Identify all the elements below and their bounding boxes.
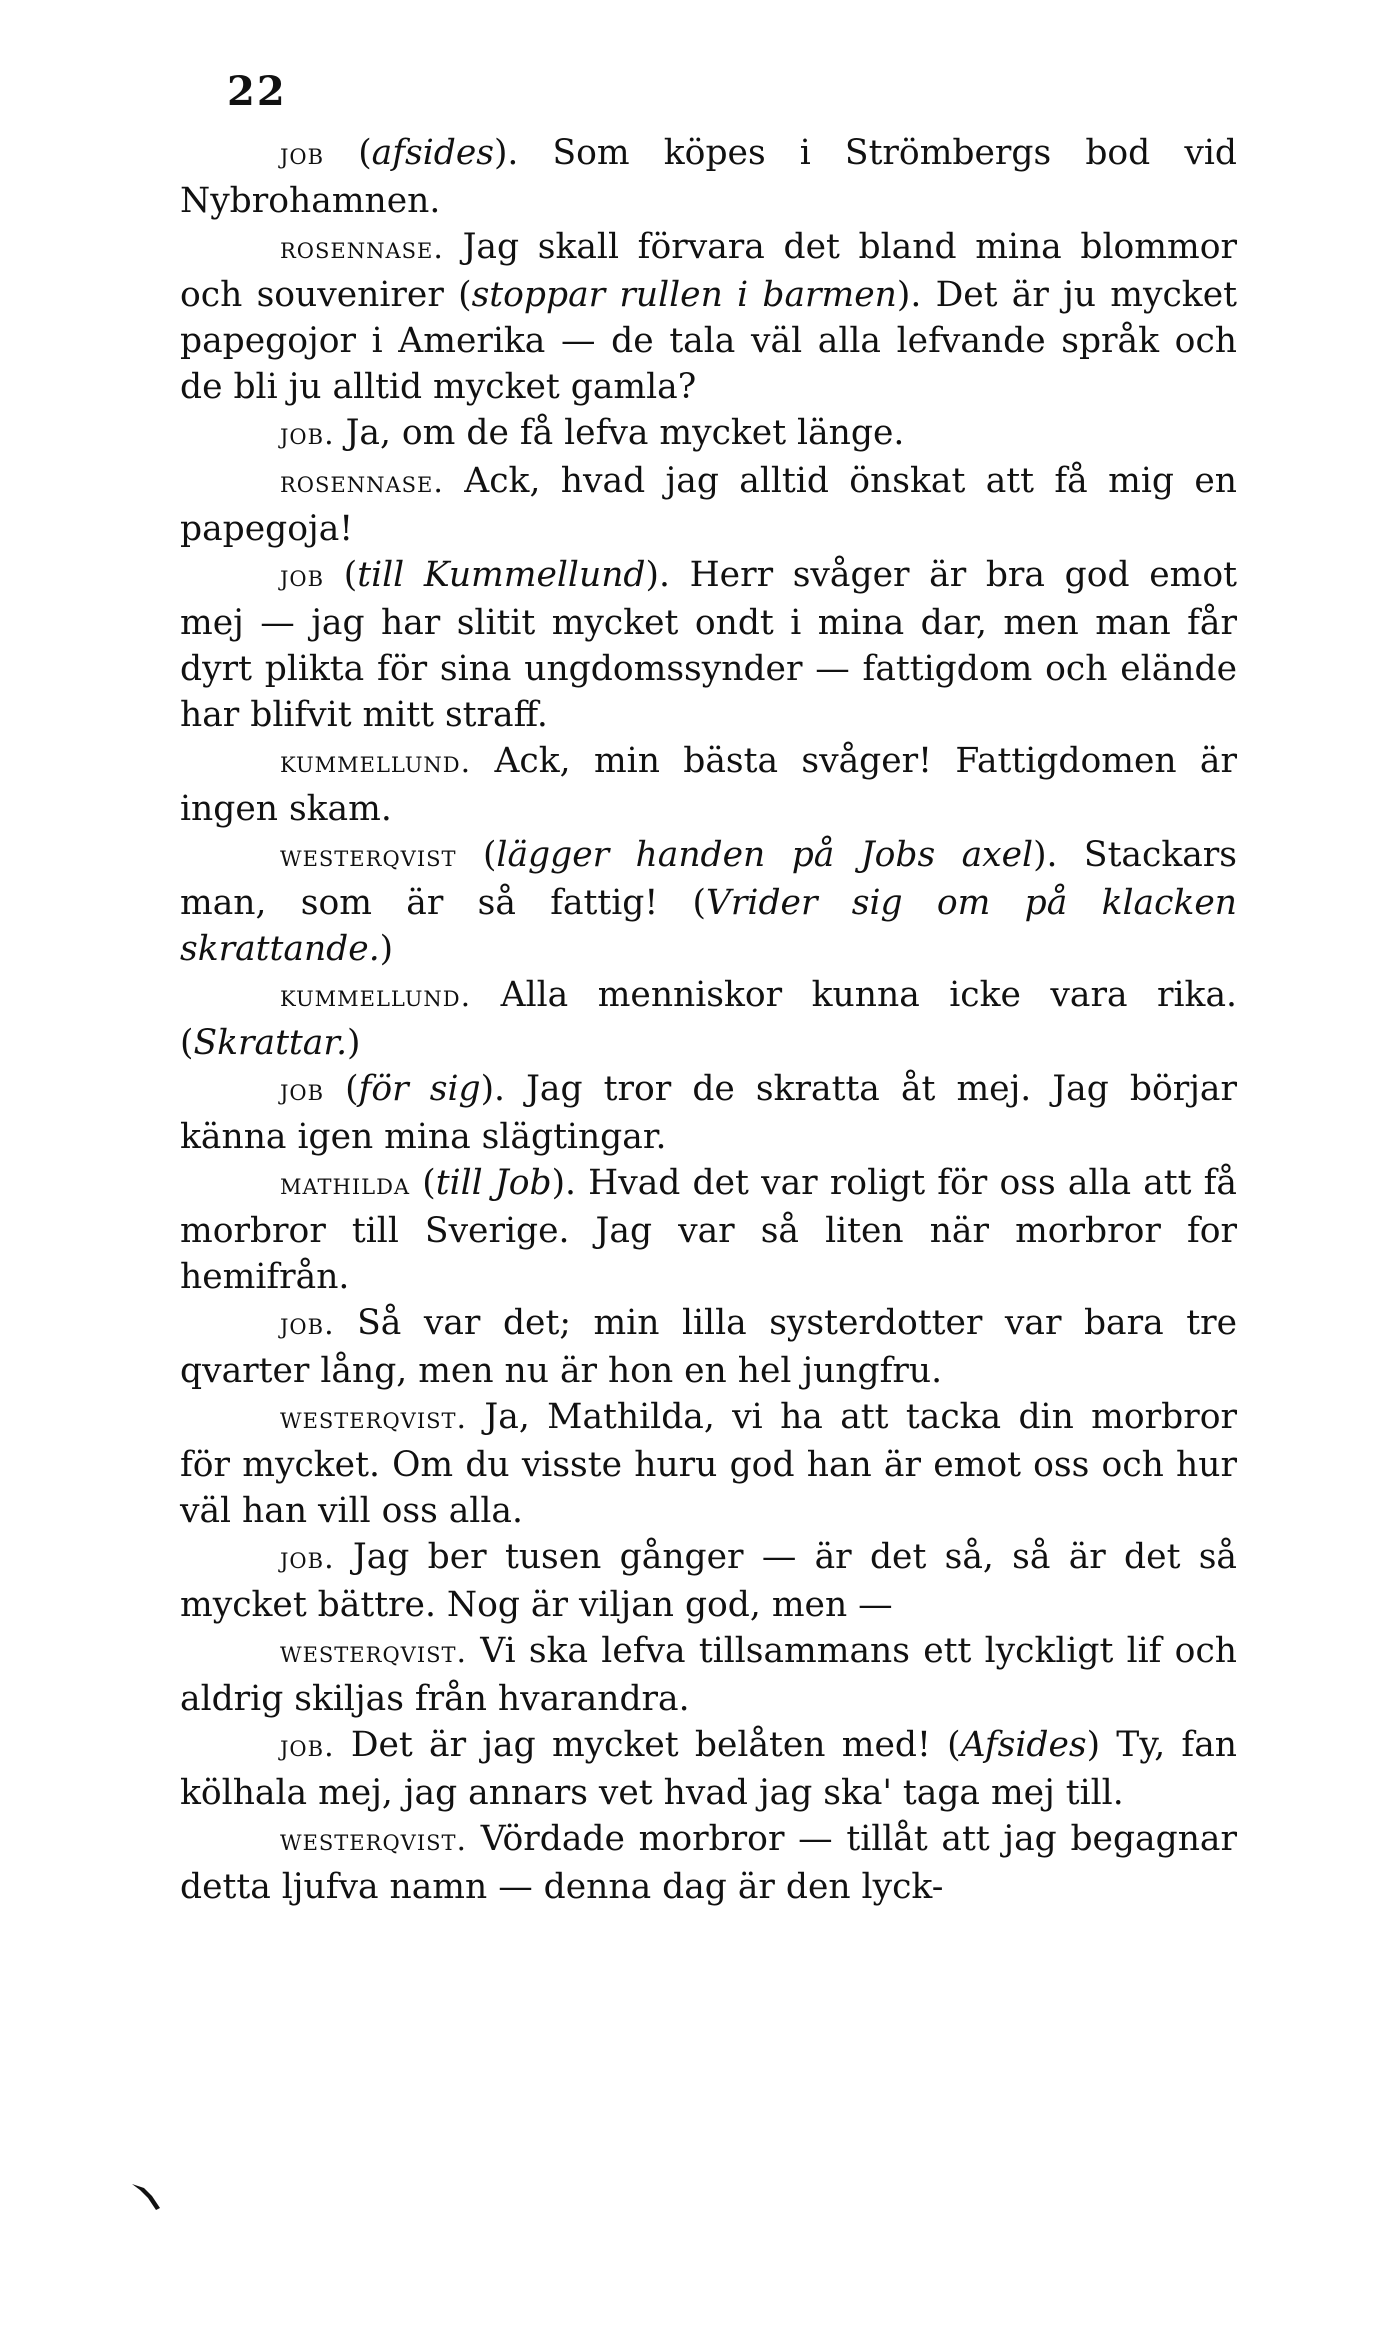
dialogue-line: ). Hvad det var roligt för oss alla att få morbror till Sverige. Jag var så liten när morbror for hemifrån. (180, 1163, 1237, 1297)
stage-direction: för sig (358, 1069, 481, 1109)
dialogue-line: ). Herr svåger är bra god emot mej — jag har slitit mycket ondt i mina dar, men man får dyrt plikta för sina ungdomssynder — fattigdom och elände har blifvit mitt straff. (180, 555, 1237, 735)
speaker-name: kummellund. (280, 979, 472, 1014)
stage-direction: lägger handen på Jobs axel (496, 835, 1034, 875)
dialogue-line: Ja, om de få lefva mycket länge. (334, 413, 905, 453)
dialogue-line: Så var det; min lilla systerdotter var bara tre qvarter lång, men nu är hon en hel jungfru. (180, 1303, 1237, 1391)
dialogue-line: ). Jag tror de skratta åt mej. Jag börjar känna igen mina slägtingar. (180, 1069, 1237, 1157)
stage-direction: stoppar rullen i barmen (471, 275, 897, 315)
dialogue-line: Ack, min bästa svåger! Fattigdomen är ingen skam. (180, 741, 1237, 829)
speaker-name: job. (280, 417, 335, 452)
dialogue-paragraph (180, 1628, 1237, 1722)
dialogue-text (180, 130, 1237, 1910)
page-number: 22 (227, 68, 287, 115)
dialogue-line: ) (347, 1023, 361, 1063)
speaker-name: westerqvist (280, 839, 457, 874)
speaker-name: westerqvist. (280, 1823, 468, 1858)
speaker-name: job. (280, 1307, 335, 1342)
dialogue-line: ( (456, 835, 497, 875)
dialogue-line: Jag ber tusen gånger — är det så, så är det så mycket bättre. Nog är viljan god, men — (180, 1537, 1237, 1625)
dialogue-line: Alla menniskor kunna icke vara rika. ( (180, 975, 1237, 1063)
dialogue-line: Vi ska lefva tillsammans ett lyckligt lif och aldrig skiljas från hvarandra. (180, 1631, 1237, 1719)
dialogue-paragraph (180, 972, 1237, 1066)
speaker-name: job (280, 559, 325, 594)
dialogue-paragraph (180, 1534, 1237, 1628)
speaker-name: westerqvist. (280, 1401, 468, 1436)
dialogue-paragraph (180, 832, 1237, 972)
speaker-name: job (280, 1073, 325, 1108)
dialogue-line: ). Som köpes i Strömbergs bod vid Nybrohamnen. (180, 133, 1237, 221)
dialogue-line: Ack, hvad jag alltid önskat att få mig en papegoja! (180, 461, 1237, 549)
stage-direction: till Kummellund (357, 555, 646, 595)
dialogue-line: Det är jag mycket belåten med! ( (334, 1725, 961, 1765)
dialogue-paragraph (180, 1394, 1237, 1534)
dialogue-line: Jag skall förvara det bland mina blommor och souvenirer ( (180, 227, 1237, 315)
speaker-name: job (280, 137, 325, 172)
dialogue-line: Vördade morbror — tillåt att jag begagnar detta ljufva namn — denna dag är den lyck- (180, 1819, 1237, 1907)
dialogue-line: ). Det är ju mycket papegojor i Amerika — de tala väl alla lefvande språk och de bli ju alltid mycket gamla? (180, 275, 1237, 407)
dialogue-paragraph (180, 130, 1237, 224)
dialogue-paragraph (180, 1160, 1237, 1300)
dialogue-paragraph (180, 1300, 1237, 1394)
speaker-name: job. (280, 1541, 335, 1576)
dialogue-paragraph (180, 1722, 1237, 1816)
dialogue-paragraph (180, 552, 1237, 738)
dialogue-line: ). Stackars man, som är så fattig! ( (180, 835, 1237, 923)
dialogue-line: ( (324, 1069, 359, 1109)
dialogue-paragraph (180, 410, 1237, 458)
printer-mark-icon (130, 2178, 170, 2218)
dialogue-line: Ja, Mathilda, vi ha att tacka din morbror för mycket. Om du visste huru god han är emot oss och hur väl han vill oss alla. (180, 1397, 1237, 1531)
dialogue-line: ( (324, 555, 358, 595)
dialogue-paragraph (180, 458, 1237, 552)
speaker-name: rosennase. (280, 465, 444, 500)
stage-direction: till Job (435, 1163, 552, 1203)
dialogue-paragraph (180, 1066, 1237, 1160)
dialogue-paragraph (180, 224, 1237, 410)
speaker-name: mathilda (280, 1167, 411, 1202)
stage-direction: afsides (371, 133, 494, 173)
stage-direction: Afsides (960, 1725, 1087, 1765)
dialogue-line: ) Ty, fan kölhala mej, jag annars vet hvad jag ska' taga mej till. (180, 1725, 1237, 1813)
stage-direction: Vrider sig om på klacken skrattande. (180, 883, 1237, 969)
dialogue-line: ( (324, 133, 372, 173)
dialogue-paragraph (180, 1816, 1237, 1910)
speaker-name: rosennase. (280, 231, 444, 266)
dialogue-line: ) (379, 929, 394, 969)
speaker-name: westerqvist. (280, 1635, 468, 1670)
stage-direction: Skrattar. (193, 1023, 348, 1063)
speaker-name: job. (280, 1729, 335, 1764)
speaker-name: kummellund. (280, 745, 472, 780)
dialogue-paragraph (180, 738, 1237, 832)
dialogue-line: ( (410, 1163, 436, 1203)
